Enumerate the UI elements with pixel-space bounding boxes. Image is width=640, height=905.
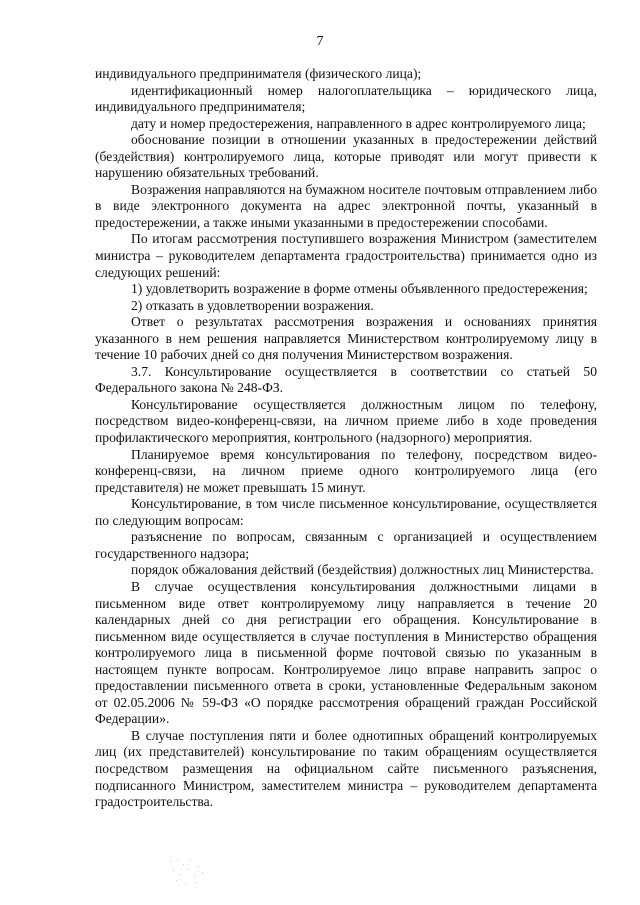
list-item: порядок обжалования действий (бездействия) должностных лиц Министерства.: [131, 562, 594, 578]
paragraph: идентификационный номер налогоплательщика – юридического лица, индивидуального предпринимателя;: [95, 82, 597, 115]
page-number: 7: [316, 34, 324, 49]
list-item: 1) удовлетворить возражение в форме отмены объявленного предостережения;: [131, 281, 588, 297]
paragraph: По итогам рассмотрения поступившего возражения Министром (заместителем министра – руководителем департамента градостроительства) принимается одно из следующих решений:: [95, 231, 597, 280]
paragraph: обоснование позиции в отношении указанных в предостережении действий (бездействия) контролируемого лица, которые приводят или могут привести к нарушению обязательных требований.: [95, 132, 597, 181]
paragraph: Консультирование, в том числе письменное консультирование, осуществляется по следующим вопросам:: [95, 496, 597, 528]
paragraph: Возражения направляются на бумажном носителе почтовым отправлением либо в виде электронного документа на адрес электронной почты, указанный в предостережении, а также иными указанными в предостережении способами.: [95, 181, 597, 230]
list-item: 2) отказать в удовлетворении возражения.: [131, 297, 374, 313]
paragraph: индивидуального предпринимателя (физического лица);: [95, 66, 422, 81]
paragraph: В случае осуществления консультирования должностными лицами в письменном виде ответ контролируемому лицу направляется в течение 20 календарных дней со дня регистрации его обращения. Консультирование в письменном виде осуществляется в случае поступления в Министерство обращения контролируемого лица в письменной форме почтовой связью по указанным в настоящем пункте вопросам. Контролируемое лицо вправе направить запрос о предоставлении письменного ответа в сроки, установленные Федеральным законом от 02.05.2006 № 59-ФЗ «О порядке рассмотрения обращений граждан Российской Федерации».: [95, 578, 597, 727]
paragraph: дату и номер предостережения, направленного в адрес контролируемого лица;: [131, 115, 586, 131]
paragraph: Консультирование осуществляется должностным лицом по телефону, посредством видео-конференц-связи, на личном приеме либо в ходе проведения профилактического мероприятия, контрольного (надзорного) мероприятия.: [95, 396, 597, 446]
document-body: [95, 66, 597, 811]
paragraph: Планируемое время консультирования по телефону, посредством видео-конференц-связи, на личном приеме одного контролируемого лица (его представителя) не может превышать 15 минут.: [95, 446, 597, 495]
paragraph: В случае поступления пяти и более однотипных обращений контролируемых лиц (их представителей) консультирование по таким обращениям осуществляется посредством размещения на официальном сайте письменного разъяснения, подписанного Министром, заместителем министра – руководителем департамента градостроительства.: [95, 727, 597, 810]
paragraph: Ответ о результатах рассмотрения возражения и основаниях принятия указанного в нем решения направляется Министерством контролируемому лицу в течение 10 рабочих дней со дня получения Министерством возражения.: [95, 314, 597, 363]
scan-artifact: [168, 858, 208, 888]
list-item: разъяснение по вопросам, связанным с организацией и осуществлением государственного надзора;: [95, 529, 597, 561]
section-paragraph: 3.7. Консультирование осуществляется в соответствии со статьей 50 Федерального закона № 248-ФЗ.: [95, 363, 597, 396]
